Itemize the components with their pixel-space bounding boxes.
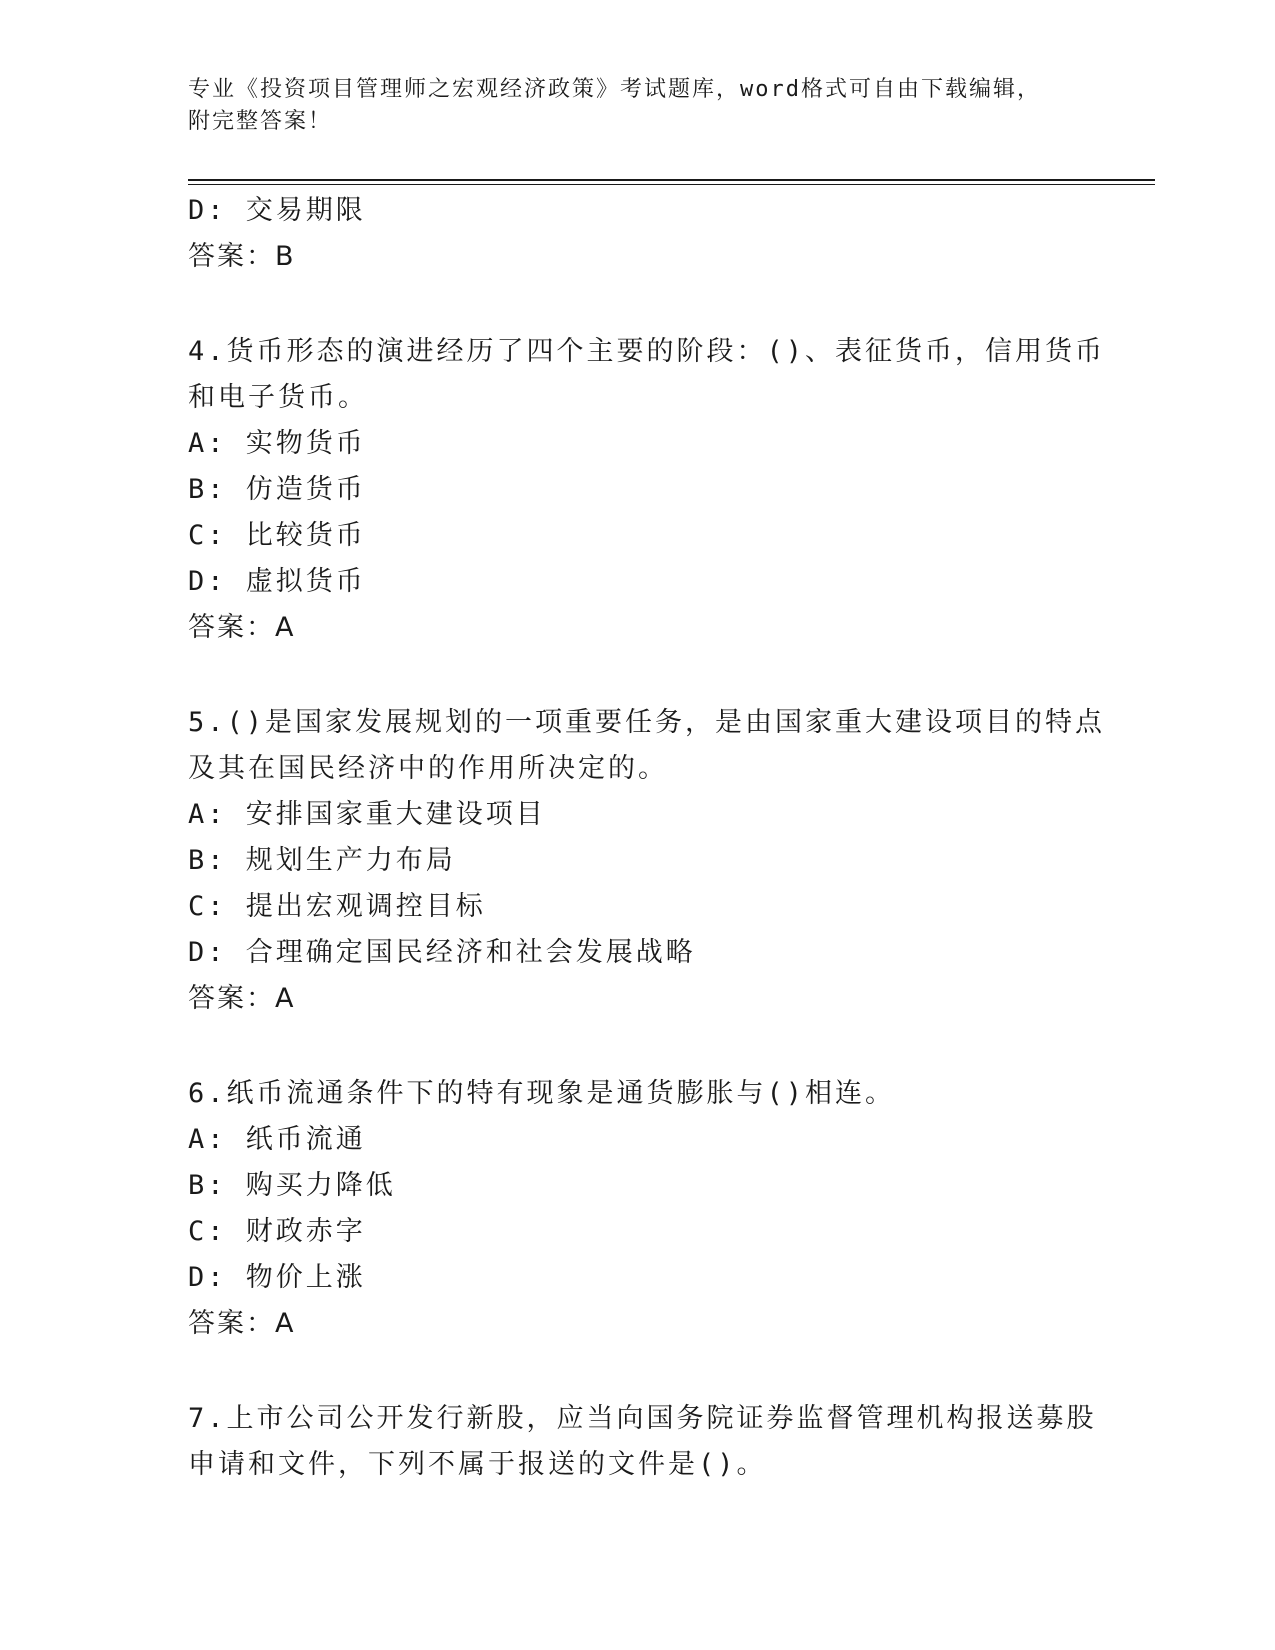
question-5 [188,700,1106,1022]
stem-line: 及其在国民经济中的作用所决定的。 [188,753,668,784]
option-b: B: 规划生产力布局 [188,845,456,876]
option-c: C: 比较货币 [188,520,366,551]
question-stem [188,1396,1097,1488]
option-c: C: 财政赤字 [188,1216,366,1247]
question-stem [188,329,1106,421]
page-header [188,74,1068,138]
option-b: B: 购买力降低 [188,1170,396,1201]
option-a: A: 安排国家重大建设项目 [188,799,546,830]
stem-line: 6.纸币流通条件下的特有现象是通货膨胀与()相连。 [188,1078,896,1109]
question-stem [188,700,1106,792]
header-divider-thin [188,184,1155,185]
question-6 [188,1071,1088,1347]
question-stem [188,1071,1088,1117]
answer: 答案：A [188,612,296,643]
option-d: D: 合理确定国民经济和社会发展战略 [188,937,696,968]
header-line-2: 附完整答案！ [188,109,333,134]
question-list [188,188,1106,1488]
option-d: D: 物价上涨 [188,1262,366,1293]
option-d: D: 交易期限 [188,195,366,226]
spacer [188,651,1088,700]
question-3-tail [188,188,1088,280]
option-d: D: 虚拟货币 [188,566,366,597]
answer: 答案：B [188,241,296,272]
question-4 [188,329,1106,651]
header-line-1: 专业《投资项目管理师之宏观经济政策》考试题库，word格式可自由下载编辑， [188,77,1041,102]
option-a: A: 实物货币 [188,428,366,459]
option-c: C: 提出宏观调控目标 [188,891,486,922]
stem-line: 4.货币形态的演进经历了四个主要的阶段：()、表征货币，信用货币 [188,336,1106,367]
stem-line: 7.上市公司公开发行新股，应当向国务院证券监督管理机构报送募股 [188,1403,1097,1434]
option-b: B: 仿造货币 [188,474,366,505]
answer: 答案：A [188,1308,296,1339]
spacer [188,1347,1088,1396]
answer: 答案：A [188,983,296,1014]
spacer [188,280,1088,329]
header-divider-thick [188,179,1155,181]
option-a: A: 纸币流通 [188,1124,366,1155]
stem-line: 5.()是国家发展规划的一项重要任务，是由国家重大建设项目的特点 [188,707,1106,738]
stem-line: 申请和文件，下列不属于报送的文件是()。 [188,1449,767,1480]
question-7 [188,1396,1097,1488]
spacer [188,1022,1088,1071]
stem-line: 和电子货币。 [188,382,368,413]
